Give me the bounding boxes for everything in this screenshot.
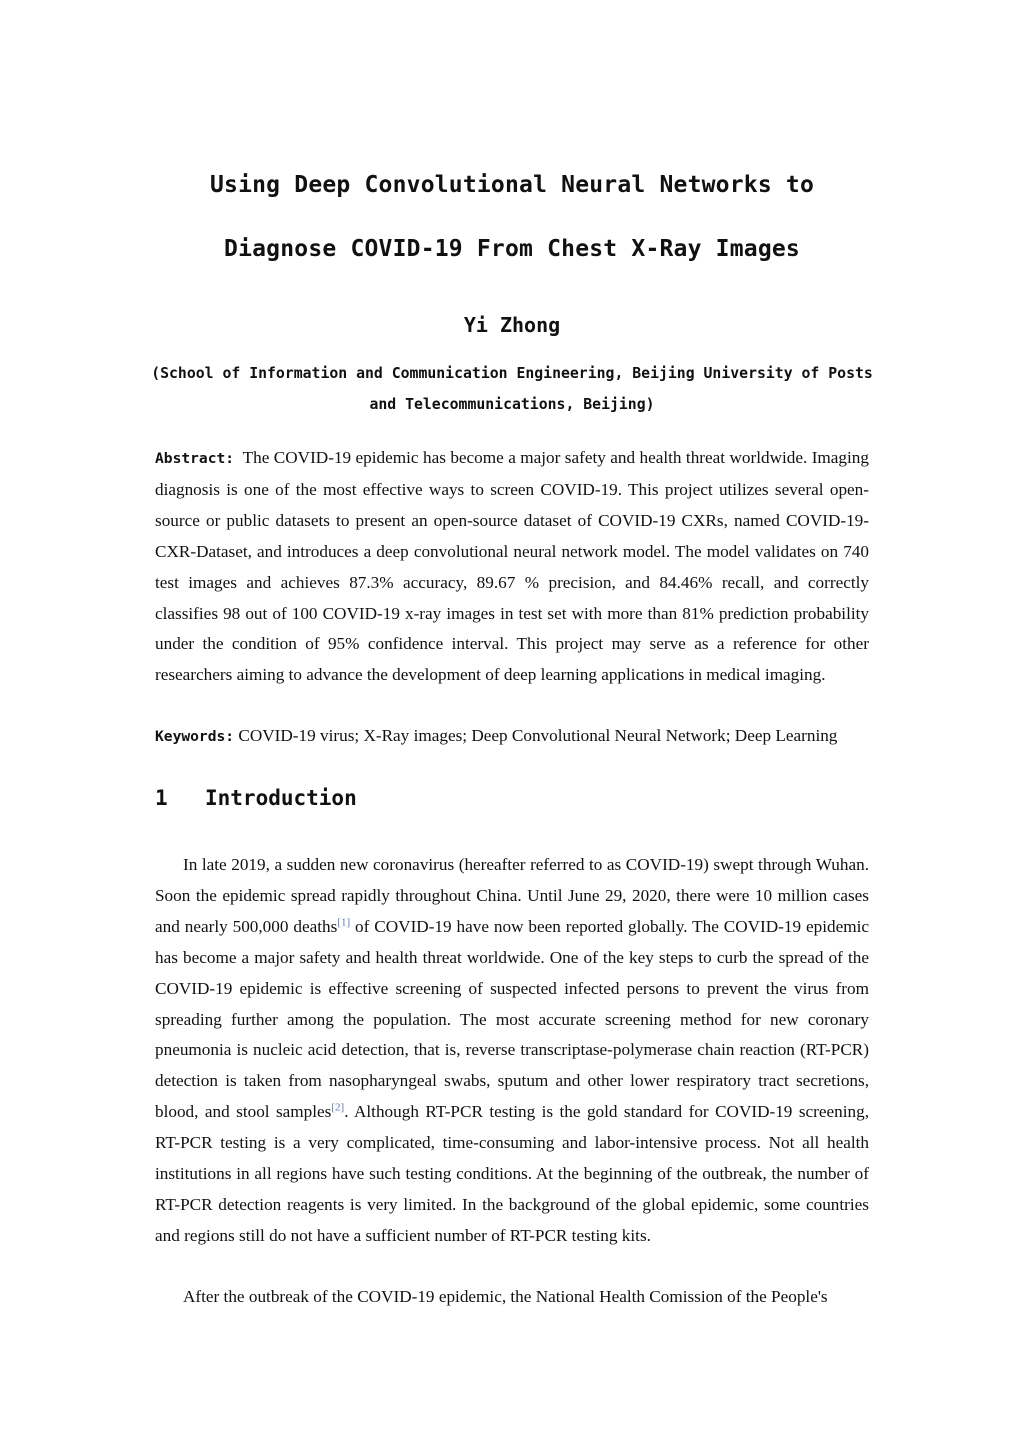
citation-2-link[interactable]: [2] bbox=[331, 1101, 345, 1114]
intro-p1-part-a: In late 2019, a sudden new coronavirus (hereafter referred to as COVID-19) swept through Wuhan. Soon the epidemic spread rapidly throughout China. Until June 29, 2020, there were 10 million cases and nearly 500,000 deaths bbox=[155, 855, 869, 936]
abstract bbox=[155, 443, 869, 691]
section-heading-introduction bbox=[155, 786, 357, 810]
abstract-label: Abstract: bbox=[155, 450, 235, 467]
intro-p1-part-c: . Although RT-PCR testing is the gold standard for COVID-19 screening, RT-PCR testing is a very complicated, time-consuming and labor-intensive process. Not all health institutions in all regions have such testing conditions. At the beginning of the outbreak, the number of RT-PCR detection reagents is very limited. In the background of the global epidemic, some countries and regions still do not have a sufficient number of RT-PCR testing kits. bbox=[155, 1102, 869, 1245]
keywords bbox=[155, 721, 869, 752]
section-number: 1 bbox=[155, 786, 168, 810]
citation-1-link[interactable]: [1] bbox=[337, 916, 351, 929]
intro-p1-part-b: of COVID-19 have now been reported globally. The COVID-19 epidemic has become a major safety and health threat worldwide. One of the key steps to curb the spread of the COVID-19 epidemic is effective screening of suspected infected persons to prevent the virus from spreading further among the population. The most accurate screening method for new coronary pneumonia is nucleic acid detection, that is, reverse transcriptase-polymerase chain reaction (RT-PCR) detection is taken from nasopharyngeal swabs, sputum and other lower respiratory tract secretions, blood, and stool samples bbox=[155, 916, 869, 1122]
keywords-text: COVID-19 virus; X-Ray images; Deep Convolutional Neural Network; Deep Learning bbox=[238, 726, 838, 745]
abstract-text: The COVID-19 epidemic has become a major safety and health threat worldwide. Imaging diagnosis is one of the most effective ways to screen COVID-19. This project utilizes several open-source or public datasets to present an open-source dataset of COVID-19 CXRs, named COVID-19-CXR-Dataset, and introduces a deep convolutional neural network model. The model validates on 740 test images and achieves 87.3% accuracy, 89.67 % precision, and 84.46% recall, and correctly classifies 98 out of 100 COVID-19 x-ray images in test set with more than 81% prediction probability under the condition of 95% confidence interval. This project may serve as a reference for other researchers aiming to advance the development of deep learning applications in medical imaging. bbox=[155, 448, 869, 685]
introduction-paragraph-2: After the outbreak of the COVID-19 epidemic, the National Health Comission of the People's bbox=[183, 1287, 828, 1306]
introduction-paragraph-1 bbox=[155, 850, 869, 1252]
author-affiliation: (School of Information and Communication Engineering, Beijing University of Posts and Telecommunications, Beijing) bbox=[151, 365, 873, 413]
paper-title-line-2: Diagnose COVID-19 From Chest X-Ray Images bbox=[224, 236, 800, 262]
paper-title-line-1: Using Deep Convolutional Neural Networks to bbox=[209, 172, 815, 198]
keywords-label: Keywords: bbox=[155, 728, 235, 745]
author-name: Yi Zhong bbox=[463, 313, 561, 337]
section-title: Introduction bbox=[205, 786, 357, 810]
